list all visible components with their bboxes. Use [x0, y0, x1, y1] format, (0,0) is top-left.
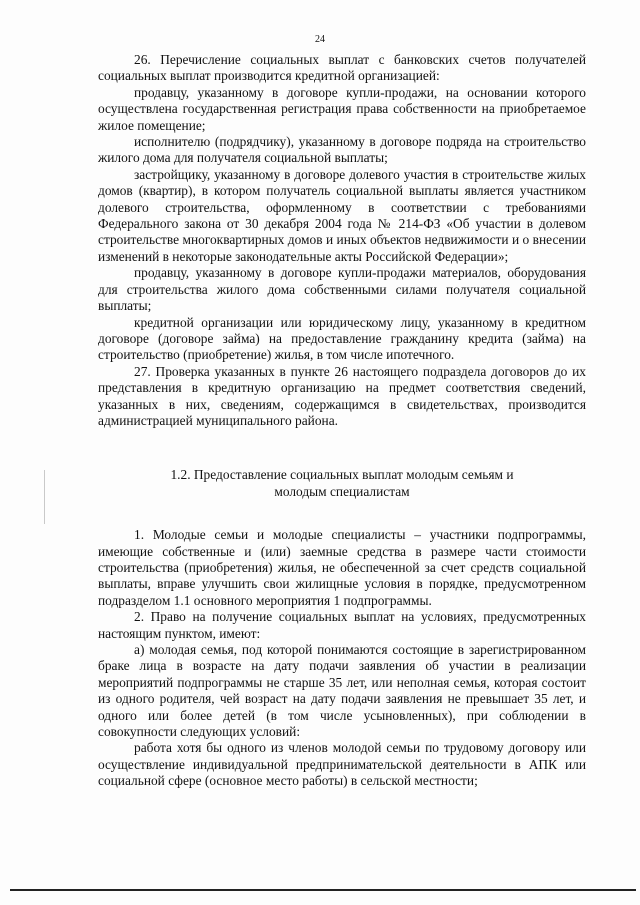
paragraph-work-condition: работа хотя бы одного из членов молодой семьи по трудовому договору или осуществление индивидуальной предпринимательской деятельности в АПК или социальной сфере (основное место работы) в сельской местности;	[98, 740, 586, 789]
scan-artifact-line	[44, 470, 45, 524]
page-bottom-rule	[10, 889, 636, 891]
page-number: 24	[315, 34, 325, 45]
paragraph-developer: застройщику, указанному в договоре долевого участия в строительстве жилых домов (квартир), в котором получатель социальной выплаты является участником долевого строительства, оформленному в соответствии с требованиями Федерального закона от 30 декабря 2004 года № 214-ФЗ «Об участии в долевом строительстве многоквартирных домов и иных объектов недвижимости и о внесении изменений в некоторые законодательные акты Российской Федерации»;	[98, 166, 586, 264]
section-heading	[98, 467, 586, 500]
paragraph-materials-seller: продавцу, указанному в договоре купли-продажи материалов, оборудования для строительства жилого дома собственными силами получателя социальной выплаты;	[98, 265, 586, 314]
paragraph-seller: продавцу, указанному в договоре купли-продажи, на основании которого осуществлена государственная регистрация права собственности на приобретаемое жилое помещение;	[98, 84, 586, 133]
document-body	[98, 52, 586, 790]
paragraph-1: 1. Молодые семьи и молодые специалисты – участники подпрограммы, имеющие собственные и (или) заемные средства в размере части стоимости строительства (приобретения) жилья, не обеспеченной за счет средств социальной выплаты, вправе улучшить свои жилищные условия в порядке, предусмотренном подразделом 1.1 основного мероприятия 1 подпрограммы.	[98, 527, 586, 608]
paragraph-credit-organization: кредитной организации или юридическому лицу, указанному в кредитном договоре (договоре займа) на предоставление гражданину кредита (займа) на строительство (приобретение) жилья, в том числе ипотечного.	[98, 314, 586, 363]
section-heading-line-1: 1.2. Предоставление социальных выплат молодым семьям и	[170, 467, 514, 483]
paragraph-26: 26. Перечисление социальных выплат с банковских счетов получателей социальных выплат производится кредитной организацией:	[98, 52, 586, 84]
section-heading-line-2: молодым специалистам	[274, 483, 410, 499]
paragraph-27: 27. Проверка указанных в пункте 26 настоящего подраздела договоров до их представления в кредитную организацию на предмет соответствия сведений, указанных в них, сведениям, содержащимся в свидетельствах, производится администрацией муниципального района.	[98, 363, 586, 428]
paragraph-2: 2. Право на получение социальных выплат на условиях, предусмотренных настоящим пунктом, имеют:	[98, 609, 586, 641]
paragraph-contractor: исполнителю (подрядчику), указанному в договоре подряда на строительство жилого дома для получателя социальной выплаты;	[98, 134, 586, 166]
paragraph-2a: а) молодая семья, под которой понимаются состоящие в зарегистрированном браке лица в возрасте на дату подачи заявления об участии в реализации мероприятий подпрограммы не старше 35 лет, или неполная семья, которая состоит из одного родителя, чей возраст на дату подачи заявления не превышает 35 лет, и одного или более детей (в том числе усыновленных), при соблюдении в совокупности следующих условий:	[98, 642, 586, 740]
